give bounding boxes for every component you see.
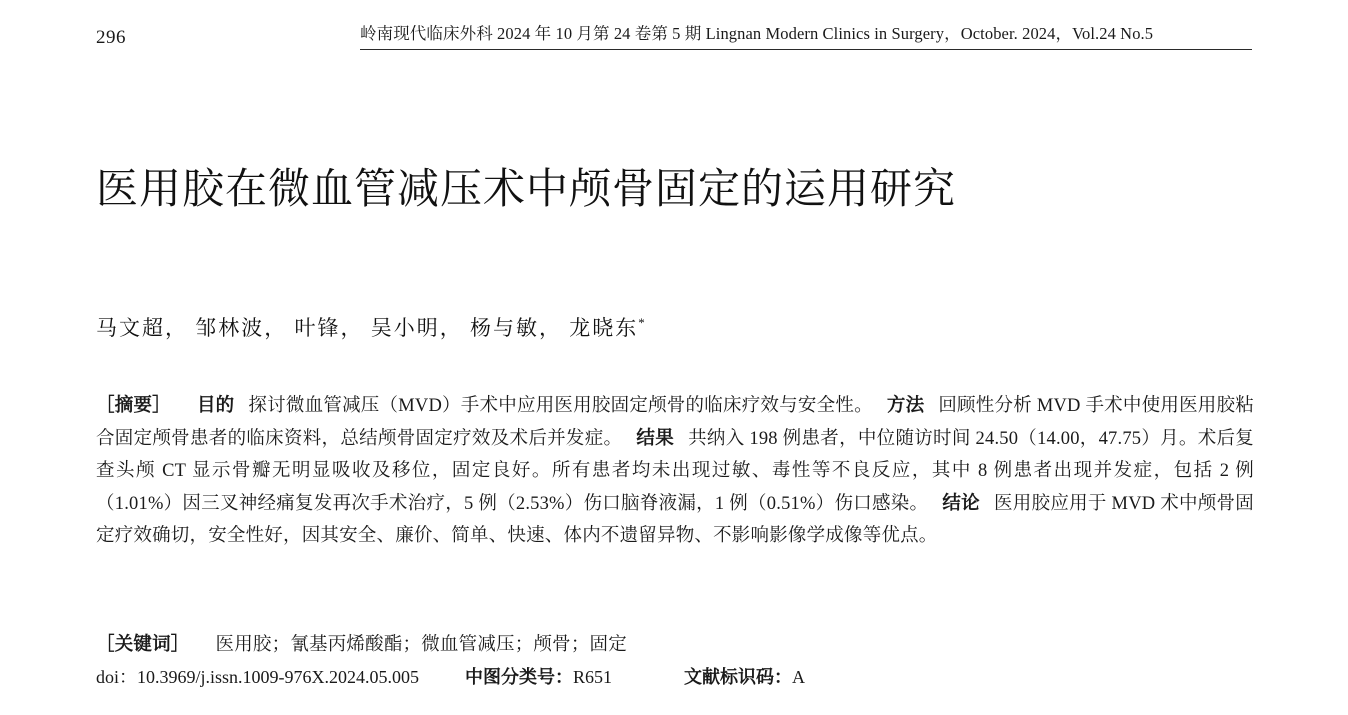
page-title: 医用胶在微血管减压术中颅骨固定的运用研究 — [96, 164, 957, 214]
document-code-value: A — [792, 667, 806, 687]
abstract-conclusion-text: 医用胶应用于 MVD 术中颅骨固定疗效确切，安全性好，因其安全、廉价、简单、快速、体内不遗留异物、不影响影像学成像等优点。 — [96, 493, 1254, 547]
abstract-block — [96, 390, 1254, 553]
abstract-results-text: 共纳入 198 例患者，中位随访时间 24.50（14.00，47.75）月。术后复查头颅 CT 显示骨瓣无明显吸收及移位，固定良好。所有患者均未出现过敏、毒性等不良反应，其中 8 例患者出现并发症，包括 2 例（1.01%）因三叉神经痛复发再次手术治疗，5 例（2.53%）伤口脑脊液漏，1 例（0.51%）伤口感染。 — [96, 428, 1254, 514]
keywords-block — [96, 630, 1254, 661]
doi-text: doi：10.3969/j.issn.1009-976X.2024.05.005 — [96, 667, 420, 687]
abstract-results-label: 结果 — [636, 428, 674, 449]
classification-value: R651 — [573, 667, 613, 687]
classification-number — [465, 663, 612, 692]
page-number: 296 — [96, 27, 126, 48]
journal-running-title: 岭南现代临床外科 2024 年 10 月第 24 卷第 5 期 Lingnan Modern Clinics in Surgery，October. 2024，Vol.24 No.5 — [360, 22, 1252, 50]
keywords-text: 医用胶；氰基丙烯酸酯；微血管减压；颅骨；固定 — [215, 635, 627, 655]
running-head — [96, 18, 1252, 50]
abstract-label: ［摘要］ — [96, 396, 171, 416]
abstract-objective-text: 探讨微血管减压（MVD）手术中应用医用胶固定颅骨的临床疗效与安全性。 — [248, 396, 873, 416]
abstract-objective-label: 目的 — [196, 396, 235, 416]
document-code — [684, 663, 805, 692]
classification-label: 中图分类号： — [465, 667, 574, 687]
abstract-methods-label: 方法 — [886, 396, 925, 416]
abstract-methods-text: 回顾性分析 MVD 手术中使用医用胶粘合固定颅骨患者的临床资料，总结颅骨固定疗效及术后并发症。 — [96, 396, 1254, 449]
author-names: 马文超， 邹林波， 叶锋， 吴小明， 杨与敏， 龙晓东 — [96, 316, 639, 340]
abstract-conclusion-label: 结论 — [942, 493, 980, 514]
document-code-label: 文献标识码： — [684, 667, 793, 687]
keywords-label: ［关键词］ — [96, 635, 190, 655]
article-metadata-line — [96, 663, 1254, 692]
corresponding-author-mark: * — [638, 315, 647, 330]
author-list — [96, 312, 1196, 342]
